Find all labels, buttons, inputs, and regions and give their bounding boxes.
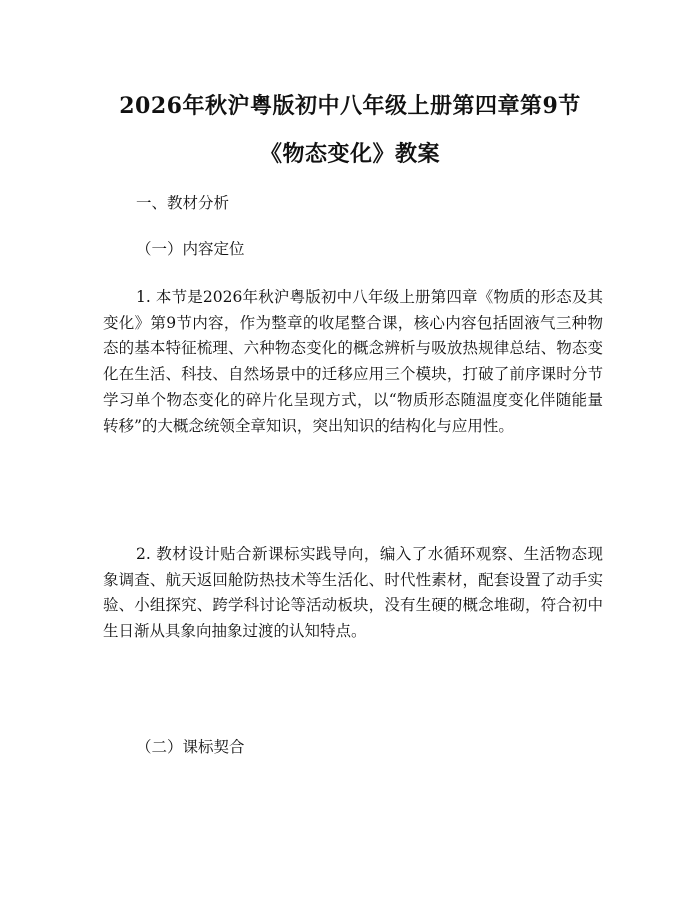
- paragraph-content-positioning-2: 2. 教材设计贴合新课标实践导向，编入了水循环观察、生活物态现象调查、航天返回舱防热技术等生活化、时代性素材，配套设置了动手实验、小组探究、跨学科讨论等活动板块，没有生硬的概念堆砌，符合初中生日渐从具象向抽象过渡的认知特点。: [103, 545, 603, 641]
- paragraph-content-positioning-1: 1. 本节是2026年秋沪粤版初中八年级上册第四章《物质的形态及其变化》第9节内容，作为整章的收尾整合课，核心内容包括固液气三种物态的基本特征梳理、六种物态变化的概念辨析与吸放热规律总结、物态变化在生活、科技、自然场景中的迁移应用三个模块，打破了前序课时分节学习单个物态变化的碎片化呈现方式，以“物质形态随温度变化伴随能量转移”的大概念统领全章知识，突出知识的结构化与应用性。: [103, 288, 603, 435]
- document-title: 2026年秋沪粤版初中八年级上册第四章第9节《物态变化》教案: [119, 93, 581, 167]
- subsection-heading-content-positioning: （一）内容定位: [136, 240, 245, 258]
- subsection-heading-curriculum-alignment: （二）课标契合: [136, 738, 245, 756]
- section-heading-teaching-material-analysis: 一、教材分析: [136, 194, 230, 212]
